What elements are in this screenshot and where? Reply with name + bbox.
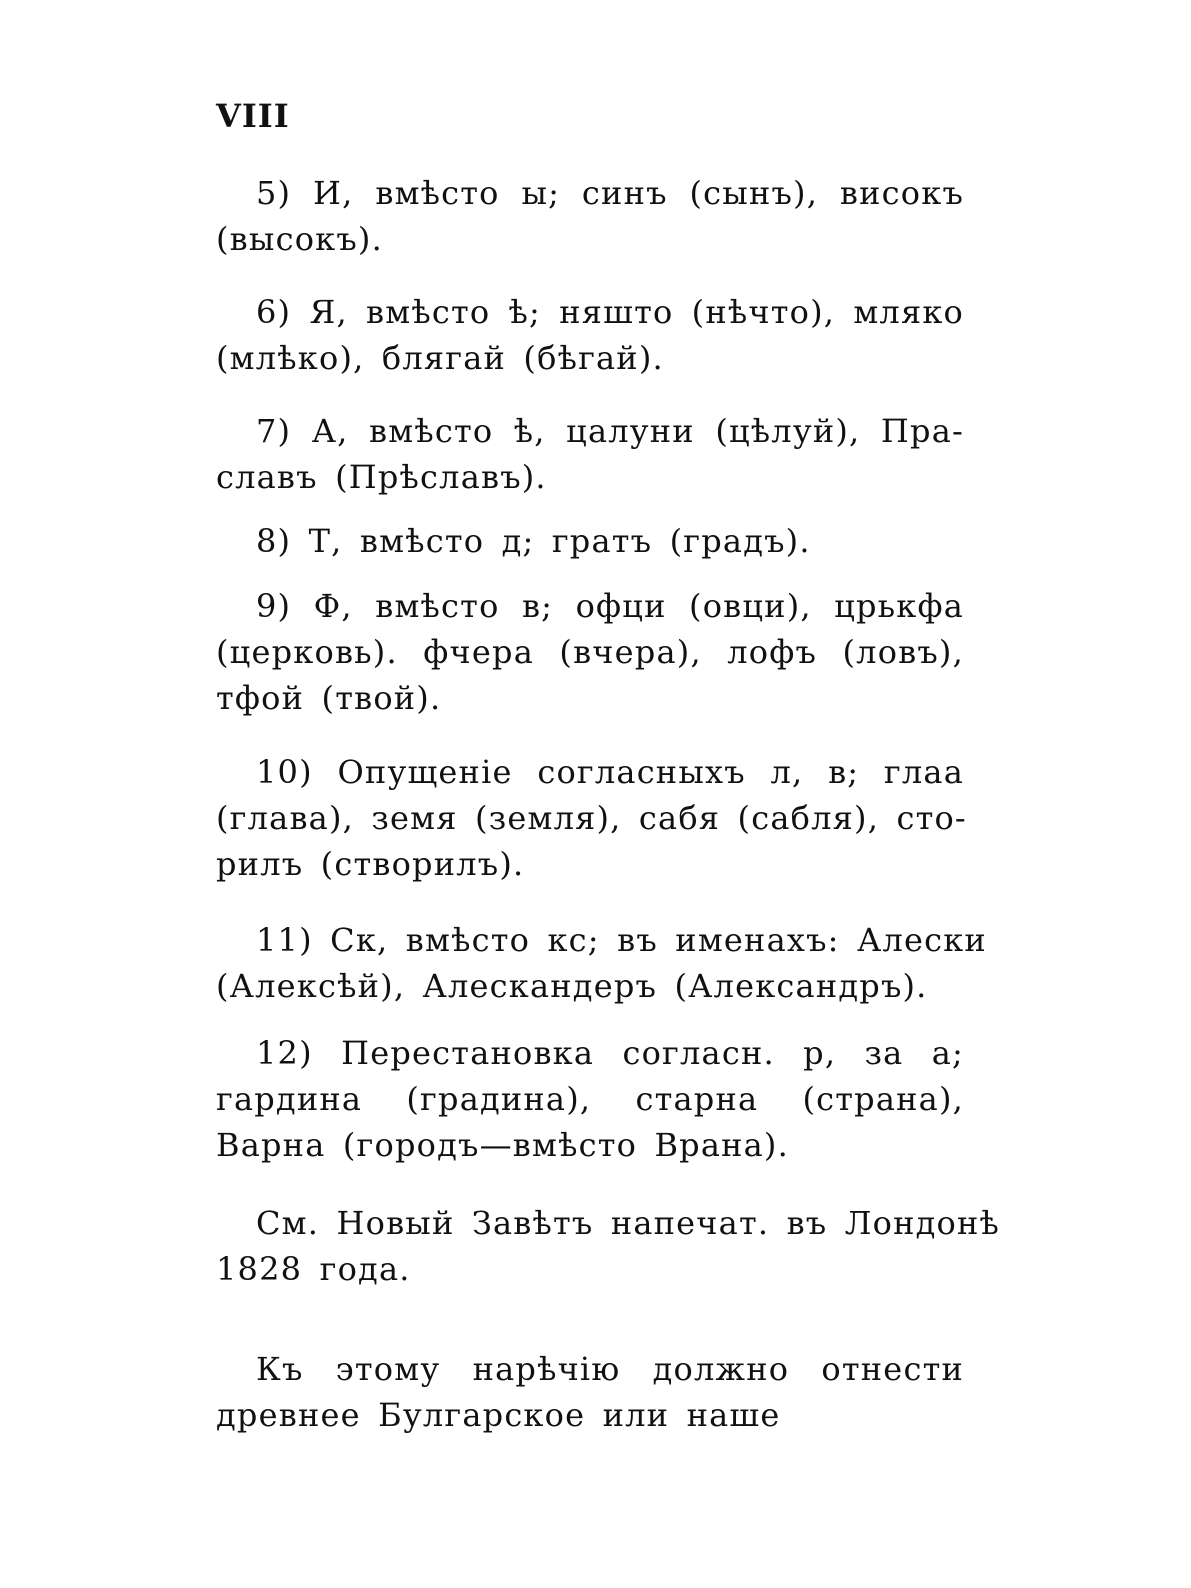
text-line: 11) Ск, вмѣсто кс; въ именахъ: Алески <box>256 921 987 959</box>
list-item-7 <box>216 408 964 500</box>
text-line: (церковь). фчера (вчера), лофъ (ловъ), <box>216 633 964 671</box>
text-line: 6) Я, вмѣсто ѣ; няшто (нѣчто), мляко <box>256 293 964 331</box>
text-line: (Алексѣй), Алескандеръ (Александръ). <box>216 967 928 1005</box>
text-line: (высокъ). <box>216 220 383 258</box>
text-line: рилъ (створилъ). <box>216 845 525 883</box>
page-number: VIII <box>216 97 290 135</box>
text-line: Къ этому нарѣчію должно отнести <box>256 1350 964 1388</box>
text-line: славъ (Прѣславъ). <box>216 458 547 496</box>
text-line: См. Новый Завѣтъ напечат. въ Лондонѣ <box>256 1204 1001 1242</box>
text-line: 10) Опущеніе согласныхъ л, в; глаа <box>256 753 964 791</box>
text-line: гардина (градина), старна (страна), <box>216 1080 964 1118</box>
text-line: тфой (твой). <box>216 679 442 717</box>
list-item-9 <box>216 583 964 721</box>
text-line: 9) Ф, вмѣсто в; офци (овци), црькфа <box>256 587 964 625</box>
text-line: 5) И, вмѣсто ы; синъ (сынъ), високъ <box>256 174 964 212</box>
text-line: 8) Т, вмѣсто д; гратъ (градъ). <box>256 522 811 560</box>
text-line: 7) А, вмѣсто ѣ, цалуни (цѣлуй), Пра- <box>256 412 964 450</box>
list-item-10 <box>216 749 967 887</box>
text-line: (млѣко), блягай (бѣгай). <box>216 339 664 377</box>
text-line: Варна (городъ—вмѣсто Врана). <box>216 1126 789 1164</box>
closing-paragraph <box>216 1346 964 1438</box>
list-item-12 <box>216 1030 964 1168</box>
text-line: 1828 года. <box>216 1250 411 1288</box>
list-item-6 <box>216 289 964 381</box>
text-line: 12) Перестановка согласн. р, за а; <box>256 1034 964 1072</box>
text-line: древнее Булгарское или наше <box>216 1396 781 1434</box>
list-item-8 <box>216 518 964 564</box>
list-item-11 <box>216 917 987 1009</box>
reference-note <box>216 1200 1001 1292</box>
list-item-5 <box>216 170 964 262</box>
text-line: (глава), земя (земля), сабя (сабля), сто- <box>216 799 967 837</box>
